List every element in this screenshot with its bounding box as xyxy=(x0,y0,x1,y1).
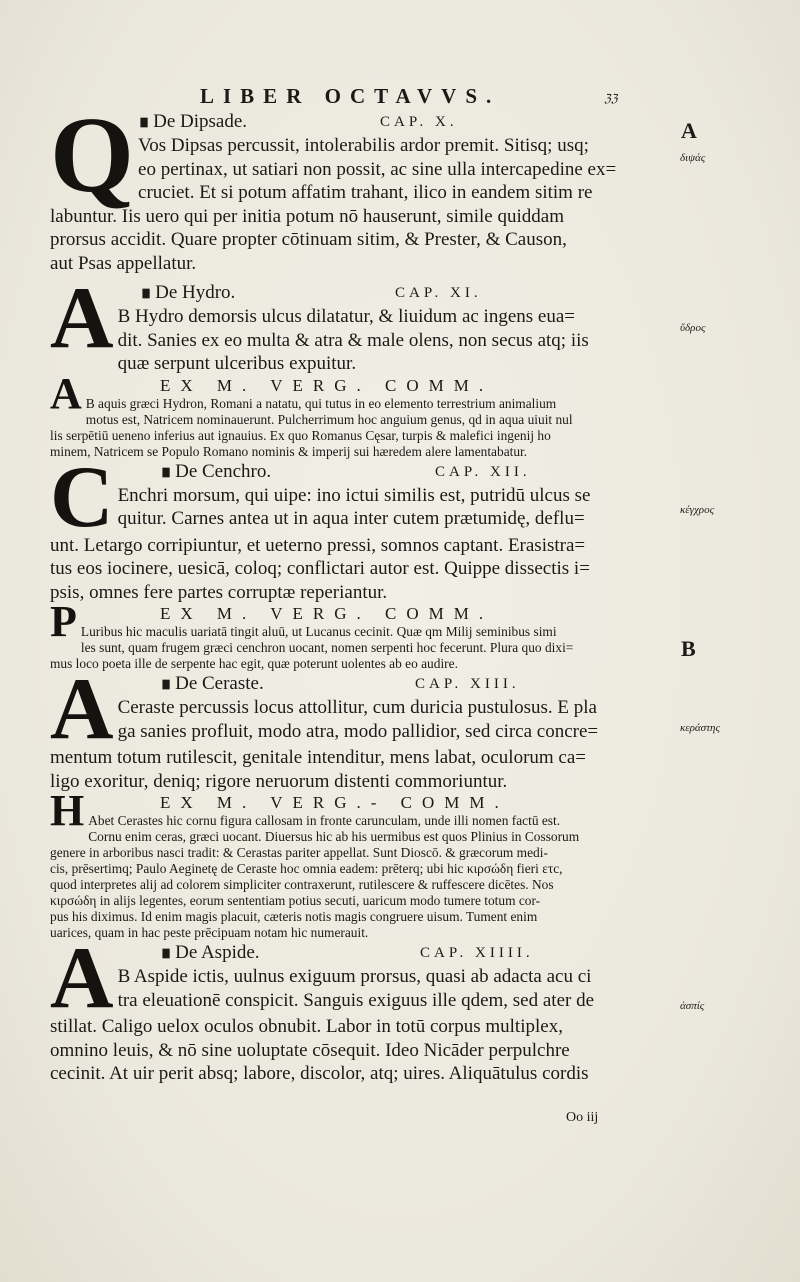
text-block xyxy=(50,110,680,1086)
drop-initial: Q xyxy=(50,110,135,215)
margin-note-ceraste: κεράστης xyxy=(680,722,720,734)
commentary-line: les sunt, quam frugem græci cenchron uocant, nomen serpenti hoc fecerunt. Plura quo dixi= xyxy=(80,640,574,656)
folio-mark: ℨℨ xyxy=(604,93,618,105)
text-line: B Aspide ictis, uulnus exiguum prorsus, quasi ab adacta acu ci xyxy=(117,966,592,988)
section-dipsade xyxy=(50,110,680,275)
text-line: unt. Letargo corripiuntur, et ueterno pressi, somnos captant. Erasistra= xyxy=(50,534,586,556)
cap-number: CAP. XIII. xyxy=(415,676,520,693)
commentary-line: cis, prēsertimq; Paulo Aeginetę de Ceraste hoc omnia eadem: prēterq; ubi hic κιρσώδη fieri ετc, xyxy=(50,861,563,877)
section-cenchro xyxy=(50,460,680,605)
commentary-line: Luribus hic maculis uariatā tingit aluū, ut Lucanus cecinit. Quæ qm Milij seminibus simi xyxy=(80,624,557,640)
drop-initial: H xyxy=(50,793,85,836)
text-line: quitur. Carnes antea ut in aqua inter cutem prætumidę, deflu= xyxy=(117,508,585,529)
commentary-line: lis serpētiū ueneno inferius aut ignauius. Ex quo Romanus Cęsar, turpis & malefici ingenij ho xyxy=(50,427,551,443)
drop-initial: A xyxy=(50,375,82,418)
text-line: psis, omnes fere partes corruptæ reperiantur. xyxy=(50,581,388,603)
commentary-cenchro xyxy=(50,604,680,672)
text-line: Enchri morsum, qui uipe: ino ictui similis est, putridū ulcus se xyxy=(117,484,591,506)
section-heading: ∎ De Cenchro. CAP. XII. xyxy=(160,460,531,482)
commentary-line: B aquis græci Hydron, Romani a natatu, qui tutus in eo elemento terrestrium animalium xyxy=(85,395,557,411)
commentary-line: κιρσώδη in alijs legentes, eorum sententiam potius secuti, uaricum modo tumere totum cor- xyxy=(50,893,541,909)
commentary-line: genere in arboribus nasci tradit: & Cerastas pariter appellat. Sunt Dioscō. & græcorum medi- xyxy=(50,845,548,861)
text-line: stillat. Caligo uelox oculos obnubit. Labor in totū corpus multiplex, xyxy=(50,1016,563,1038)
text-line: Vos Dipsas percussit, intolerabilis ardor premit. Sitisq; usq; xyxy=(138,135,589,156)
text-line: dit. Sanies ex eo multa & atra & male olens, non secus atq; iis xyxy=(117,329,589,351)
commentary-ceraste xyxy=(50,793,680,941)
commentary-line: motus est, Natricem nominauerunt. Pulcherrimum hoc anguium genus, qd in aqua uiuit nul xyxy=(85,411,573,427)
commentary-hydro xyxy=(50,376,680,460)
margin-note-cenchro: κέγχρος xyxy=(680,504,715,516)
margin-letter-b: B xyxy=(681,636,696,661)
section-ceraste xyxy=(50,672,680,793)
text-line: omnino leuis, & nō sine uoluptate cōsequit. Ideo Nicāder perpulchre xyxy=(50,1039,570,1061)
drop-initial: A xyxy=(50,941,114,1028)
margin-letter-a: A xyxy=(681,118,697,143)
commentary-line: pus his diximus. Id enim magis placuit, cæteris notis magis congruere uisum. Tument enim xyxy=(50,909,538,925)
catchword: Oo iij xyxy=(566,1110,599,1125)
section-heading: ∎ De Aspide. CAP. XIIII. xyxy=(160,942,534,964)
commentary-heading: EX M. VERG. COMM. xyxy=(160,375,494,395)
commentary-heading: EX M. VERG.- COMM. xyxy=(160,793,509,813)
margin-note-hydro: ὕδρος xyxy=(680,322,706,334)
text-line: aut Psas appellatur. xyxy=(50,252,197,274)
cap-number: CAP. X. xyxy=(380,114,458,130)
commentary-line: uarices, quam in hac peste prēcipuam notam hic numerauit. xyxy=(50,925,369,941)
margin-note-dipsade: διψάς xyxy=(680,152,706,164)
section-heading: ∎ De Ceraste. CAP. XIII. xyxy=(160,673,520,695)
drop-initial: C xyxy=(50,459,114,546)
commentary-heading: EX M. VERG. COMM. xyxy=(160,604,494,624)
text-line: labuntur. Iis uero qui per initia potum nō hauserunt, simile quiddam xyxy=(50,205,564,227)
text-line: cecinit. At uir perit absq; labore, discolor, atq; uires. Aliquātulus cordis xyxy=(50,1063,589,1085)
margin-note-aspide: ἀσπίς xyxy=(680,1000,705,1012)
text-line: cruciet. Et si potum affatim trahant, ilico in eandem sitim re xyxy=(138,182,593,203)
text-line: Ceraste percussis locus attollitur, cum duricia pustulosus. E pla xyxy=(117,697,597,719)
commentary-line: quod interpretes alij ad colorem simpliciter contraxerunt, rutilescere & ruffescere dicētes. Nos xyxy=(50,877,554,893)
text-line: tra eleuationē conspicit. Sanguis exiguus ille qdem, sed ater de xyxy=(117,989,595,1011)
commentary-line: Abet Cerastes hic cornu figura callosam in fronte carunculam, unde illi nomen factū est. xyxy=(88,813,561,829)
text-line: tus eos iocinere, uesicā, coloq; conflictari autor est. Quippe dissectis i= xyxy=(50,558,590,580)
running-head: LIBER OCTAVVS. xyxy=(200,84,501,108)
section-heading: ∎ De Hydro. CAP. XI. xyxy=(140,282,482,303)
cap-number: CAP. XI. xyxy=(395,285,482,301)
text-line: ligo exoritur, deniq; rigore neruorum distenti commoriuntur. xyxy=(50,770,508,792)
text-line: prorsus accidit. Quare propter cōtinuam sitim, & Prester, & Causon, xyxy=(50,229,567,250)
text-line: mentum totum rutilescit, genitale intenditur, mens labat, oculorum ca= xyxy=(50,747,587,769)
cap-number: CAP. XII. xyxy=(435,463,531,480)
text-line: B Hydro demorsis ulcus dilatatur, & liuidum ac ingens eua= xyxy=(117,306,575,327)
commentary-line: Cornu enim ceras, græci uocant. Diuersus hic ab his uermibus est quos Plinius in Cossorum xyxy=(88,829,580,845)
text-line: eo pertinax, ut satiari non possit, ac sine ulla intercapedine ex= xyxy=(138,158,617,180)
commentary-line: minem, Natricem se Populo Romano nominis & imperij sui hæredem alere lamentabatur. xyxy=(50,443,528,459)
drop-initial: P xyxy=(50,604,77,647)
text-line: quæ serpunt ulceribus expuitur. xyxy=(117,353,357,374)
text-line: ga sanies profluit, modo atra, modo pallidior, sed circa concre= xyxy=(117,720,599,742)
section-aspide xyxy=(50,941,680,1086)
drop-initial: A xyxy=(50,672,114,759)
section-heading: ∎ De Dipsade. CAP. X. xyxy=(138,111,458,132)
section-hydro xyxy=(50,281,680,376)
commentary-line: mus loco poeta ille de serpente hac egit, quæ poterunt uolentes ab eo audire. xyxy=(50,656,458,672)
cap-number: CAP. XIIII. xyxy=(420,945,534,962)
drop-initial: A xyxy=(50,281,114,367)
